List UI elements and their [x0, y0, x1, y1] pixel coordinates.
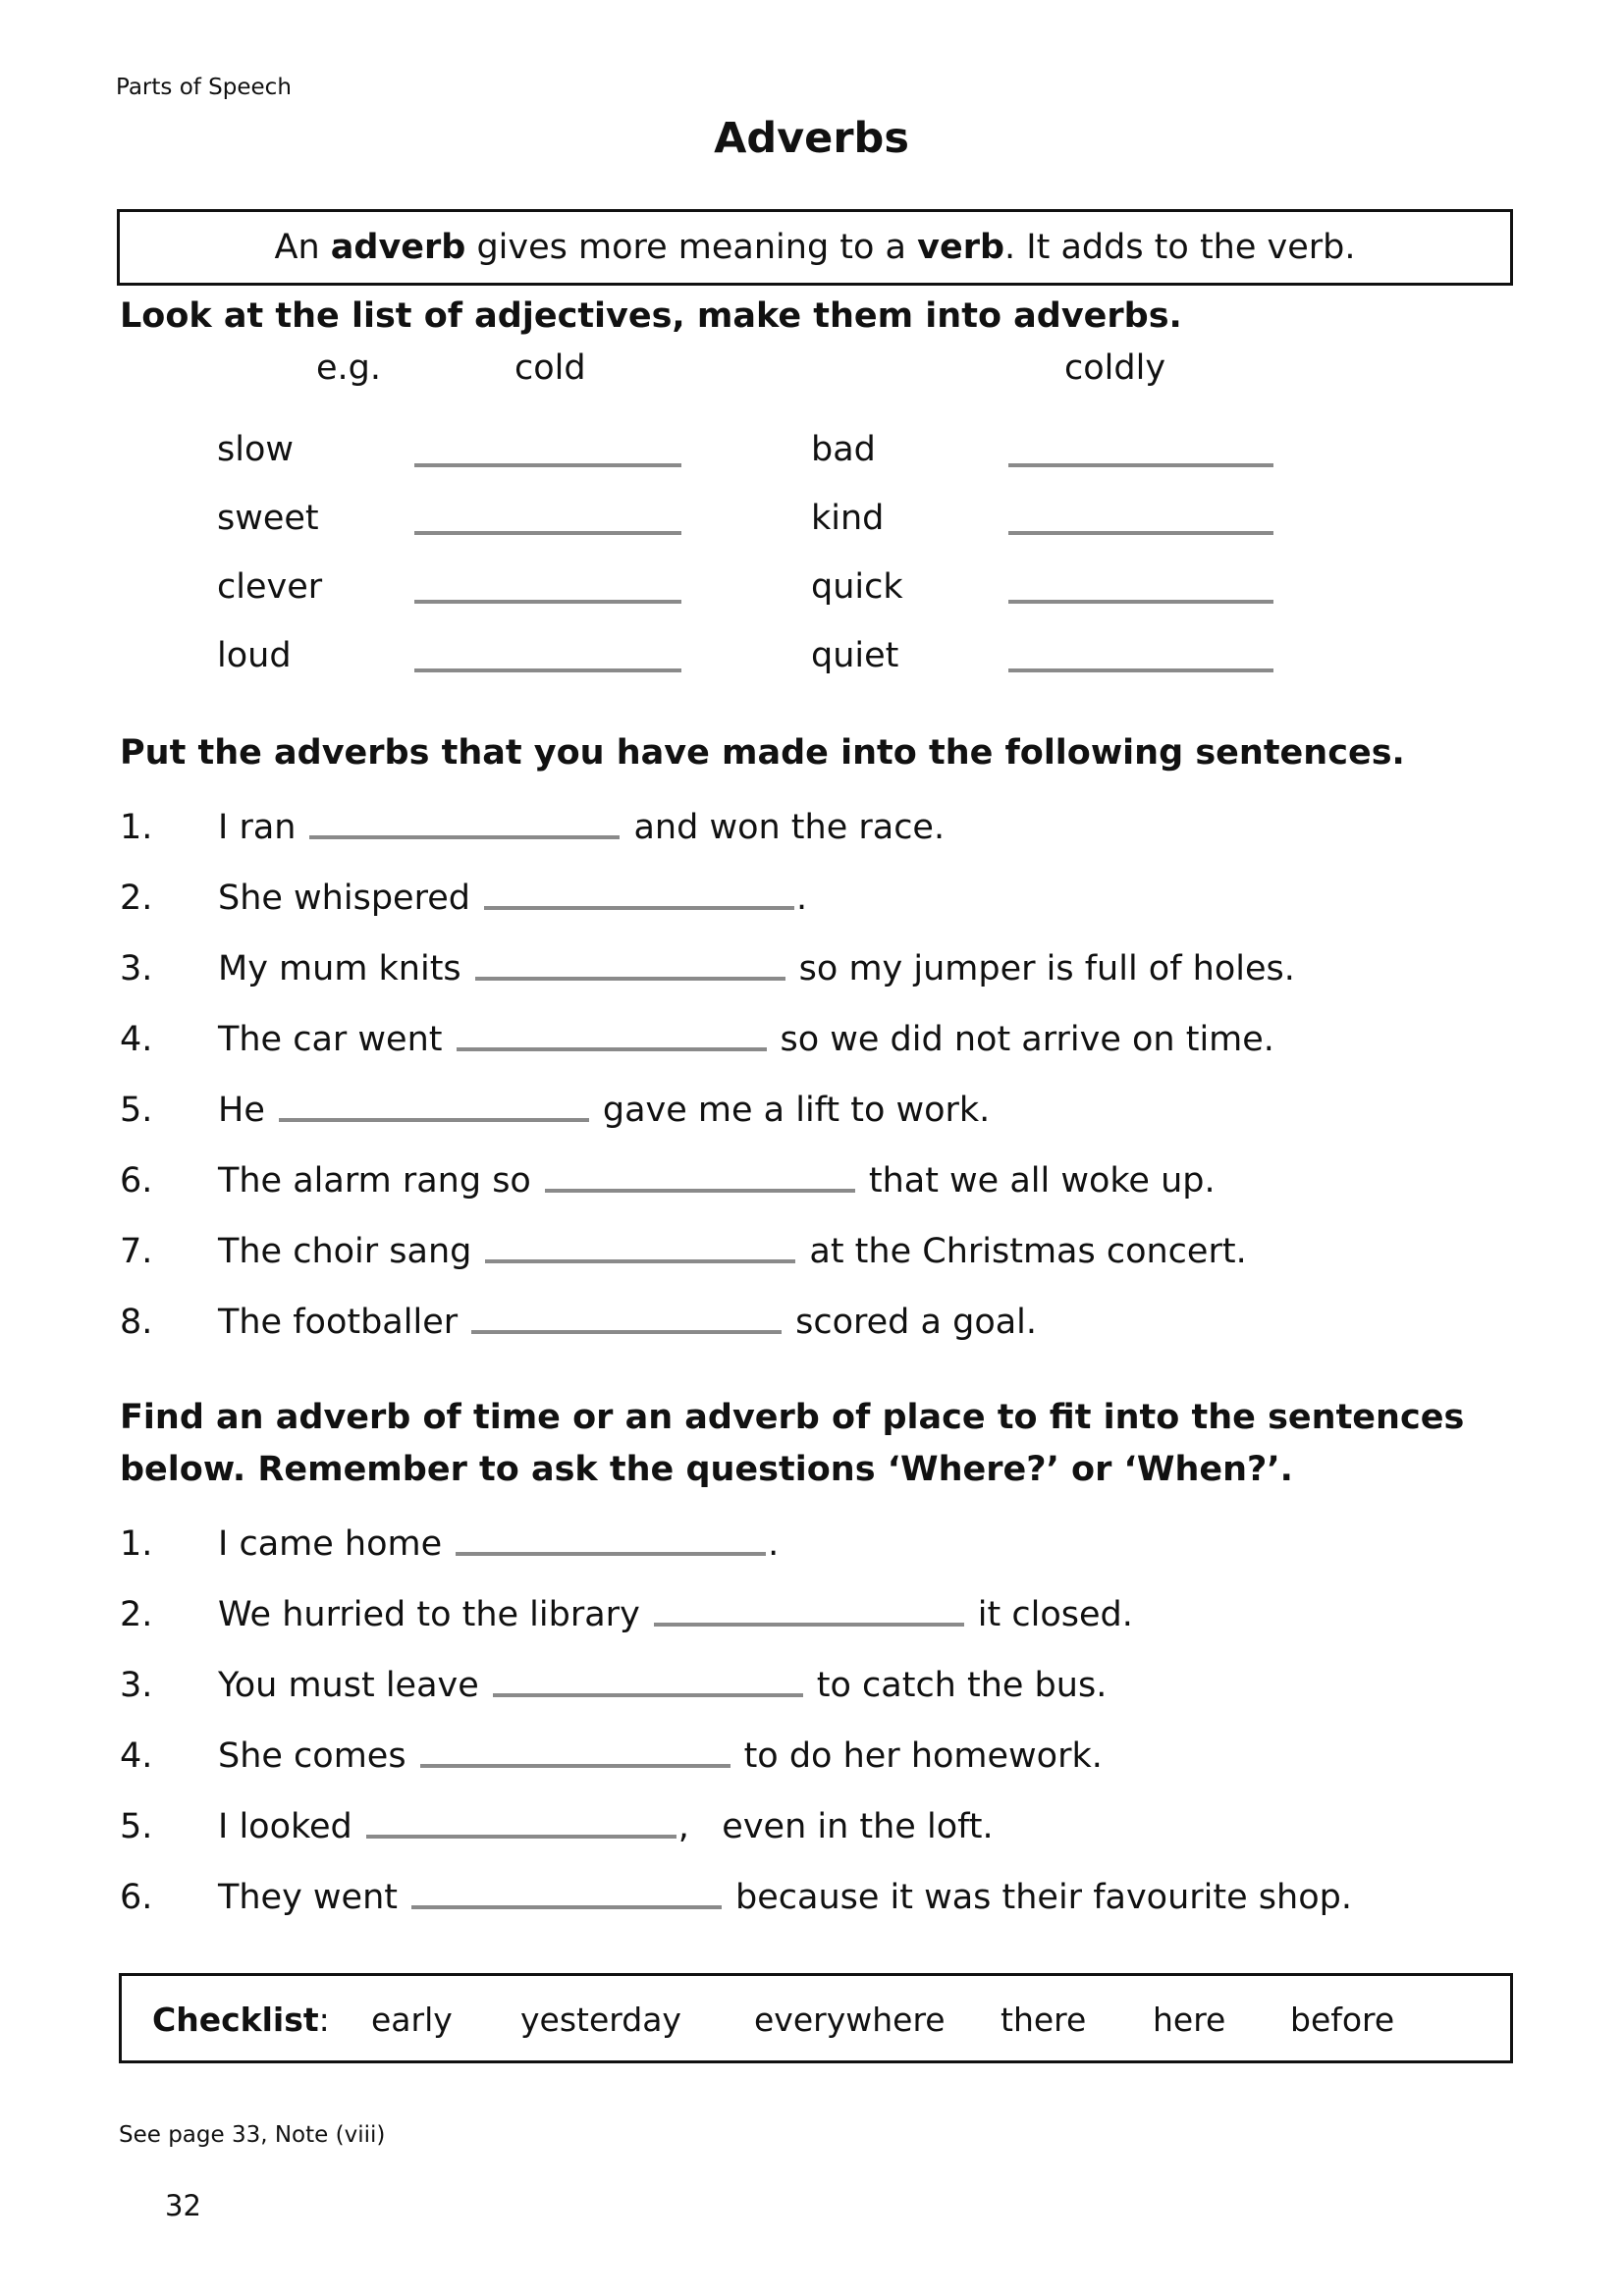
- answer-blank[interactable]: [457, 1047, 767, 1051]
- answer-blank[interactable]: [414, 600, 681, 604]
- answer-blank[interactable]: [309, 835, 620, 839]
- definition-term-adverb: adverb: [330, 228, 466, 267]
- sentence-text-before: We hurried to the library: [218, 1595, 640, 1634]
- answer-blank[interactable]: [1008, 668, 1273, 672]
- sentence-text-after: to catch the bus.: [816, 1666, 1108, 1705]
- question-number: 2.: [120, 879, 153, 918]
- sentence-text-before: I ran: [218, 808, 297, 847]
- sentence-text-after: to do her homework.: [743, 1736, 1103, 1776]
- sentence-4: [218, 1020, 1274, 1059]
- section1-heading: Look at the list of adjectives, make them into adverbs.: [120, 296, 1182, 336]
- sentence-text-before: You must leave: [218, 1666, 479, 1705]
- adjective-right: quiet: [811, 636, 899, 675]
- question-number: 2.: [120, 1595, 153, 1634]
- sentence-1: [218, 1524, 779, 1564]
- question-number: 1.: [120, 808, 153, 847]
- answer-blank[interactable]: [420, 1764, 730, 1768]
- question-number: 7.: [120, 1232, 153, 1271]
- sentence-text-after: , even in the loft.: [677, 1807, 994, 1846]
- page-title: Adverbs: [714, 114, 909, 163]
- adjective-left: clever: [217, 567, 323, 607]
- sentence-text-after: that we all woke up.: [868, 1161, 1216, 1201]
- sentence-5: [218, 1091, 990, 1130]
- sentence-1: [218, 808, 945, 847]
- checklist-word: there: [1001, 2001, 1087, 2039]
- sentence-text-after: and won the race.: [633, 808, 946, 847]
- sentence-text-after: it closed.: [977, 1595, 1133, 1634]
- answer-blank[interactable]: [545, 1189, 855, 1193]
- sentence-text-before: The car went: [218, 1020, 443, 1059]
- sentence-7: [218, 1232, 1247, 1271]
- adjective-right: kind: [811, 499, 885, 538]
- answer-blank[interactable]: [1008, 463, 1273, 467]
- question-number: 6.: [120, 1161, 153, 1201]
- example-label: e.g.: [316, 348, 382, 388]
- answer-blank[interactable]: [484, 906, 794, 910]
- sentence-text-after: so we did not arrive on time.: [780, 1020, 1274, 1059]
- checklist-colon: :: [318, 2001, 330, 2039]
- adjective-right: bad: [811, 430, 876, 469]
- sentence-text-before: I looked: [218, 1807, 352, 1846]
- question-number: 1.: [120, 1524, 153, 1564]
- sentence-5: [218, 1807, 994, 1846]
- definition-text-post: . It adds to the verb.: [1004, 228, 1356, 267]
- sentence-3: [218, 1666, 1107, 1705]
- adjective-left: slow: [217, 430, 294, 469]
- sentence-text-before: She comes: [218, 1736, 406, 1776]
- sentence-text-before: The alarm rang so: [218, 1161, 531, 1201]
- checklist-word: everywhere: [754, 2001, 946, 2039]
- answer-blank[interactable]: [493, 1693, 803, 1697]
- answer-blank[interactable]: [471, 1330, 782, 1334]
- question-number: 4.: [120, 1736, 153, 1776]
- checklist-word: early: [371, 2001, 453, 2039]
- sentence-6: [218, 1878, 1352, 1917]
- definition-term-verb: verb: [917, 228, 1005, 267]
- checklist-word: here: [1153, 2001, 1226, 2039]
- sentence-text-before: She whispered: [218, 879, 470, 918]
- sentence-text-after: .: [768, 1524, 780, 1564]
- answer-blank[interactable]: [366, 1835, 676, 1839]
- sentence-text-before: He: [218, 1091, 265, 1130]
- answer-blank[interactable]: [414, 668, 681, 672]
- answer-blank[interactable]: [485, 1259, 795, 1263]
- definition-text-pre: An: [274, 228, 331, 267]
- sentence-3: [218, 949, 1295, 988]
- sentence-text-after: at the Christmas concert.: [809, 1232, 1247, 1271]
- sentence-4: [218, 1736, 1103, 1776]
- sentence-text-before: They went: [218, 1878, 398, 1917]
- answer-blank[interactable]: [414, 463, 681, 467]
- sentence-text-before: The footballer: [218, 1303, 459, 1342]
- definition-box: [117, 209, 1513, 286]
- answer-blank[interactable]: [1008, 531, 1273, 535]
- question-number: 4.: [120, 1020, 153, 1059]
- sentence-text-before: I came home: [218, 1524, 443, 1564]
- sentence-text-after: .: [795, 879, 808, 918]
- question-number: 5.: [120, 1091, 153, 1130]
- example-adjective: cold: [514, 348, 586, 388]
- sentence-text-after: gave me a lift to work.: [602, 1091, 991, 1130]
- answer-blank[interactable]: [411, 1905, 722, 1909]
- checklist-word: yesterday: [520, 2001, 681, 2039]
- question-number: 8.: [120, 1303, 153, 1342]
- sentence-text-after: because it was their favourite shop.: [735, 1878, 1352, 1917]
- answer-blank[interactable]: [456, 1552, 766, 1556]
- example-adverb: coldly: [1064, 348, 1166, 388]
- checklist-label: [152, 2001, 330, 2039]
- adjective-left: sweet: [217, 499, 319, 538]
- checklist-word: before: [1290, 2001, 1395, 2039]
- answer-blank[interactable]: [414, 531, 681, 535]
- section3-heading-line2: below. Remember to ask the questions ‘Where?’ or ‘When?’.: [120, 1450, 1293, 1489]
- question-number: 3.: [120, 949, 153, 988]
- sentence-2: [218, 879, 807, 918]
- question-number: 6.: [120, 1878, 153, 1917]
- definition-text-mid: gives more meaning to a: [465, 228, 918, 267]
- sentence-8: [218, 1303, 1037, 1342]
- page-number: 32: [165, 2189, 201, 2222]
- sentence-6: [218, 1161, 1216, 1201]
- question-number: 5.: [120, 1807, 153, 1846]
- answer-blank[interactable]: [1008, 600, 1273, 604]
- adjective-right: quick: [811, 567, 903, 607]
- sentence-2: [218, 1595, 1133, 1634]
- question-number: 3.: [120, 1666, 153, 1705]
- answer-blank[interactable]: [279, 1118, 589, 1122]
- sentence-text-after: scored a goal.: [795, 1303, 1038, 1342]
- sentence-text-after: so my jumper is full of holes.: [798, 949, 1295, 988]
- sentence-text-before: The choir sang: [218, 1232, 472, 1271]
- checklist-label-text: Checklist: [152, 2001, 319, 2039]
- answer-blank[interactable]: [654, 1623, 964, 1627]
- footer-note: See page 33, Note (viii): [119, 2122, 386, 2148]
- answer-blank[interactable]: [475, 977, 785, 981]
- running-head: Parts of Speech: [116, 75, 292, 100]
- section3-heading-line1: Find an adverb of time or an adverb of place to fit into the sentences: [120, 1398, 1465, 1437]
- sentence-text-before: My mum knits: [218, 949, 461, 988]
- section2-heading: Put the adverbs that you have made into the following sentences.: [120, 733, 1405, 773]
- adjective-left: loud: [217, 636, 292, 675]
